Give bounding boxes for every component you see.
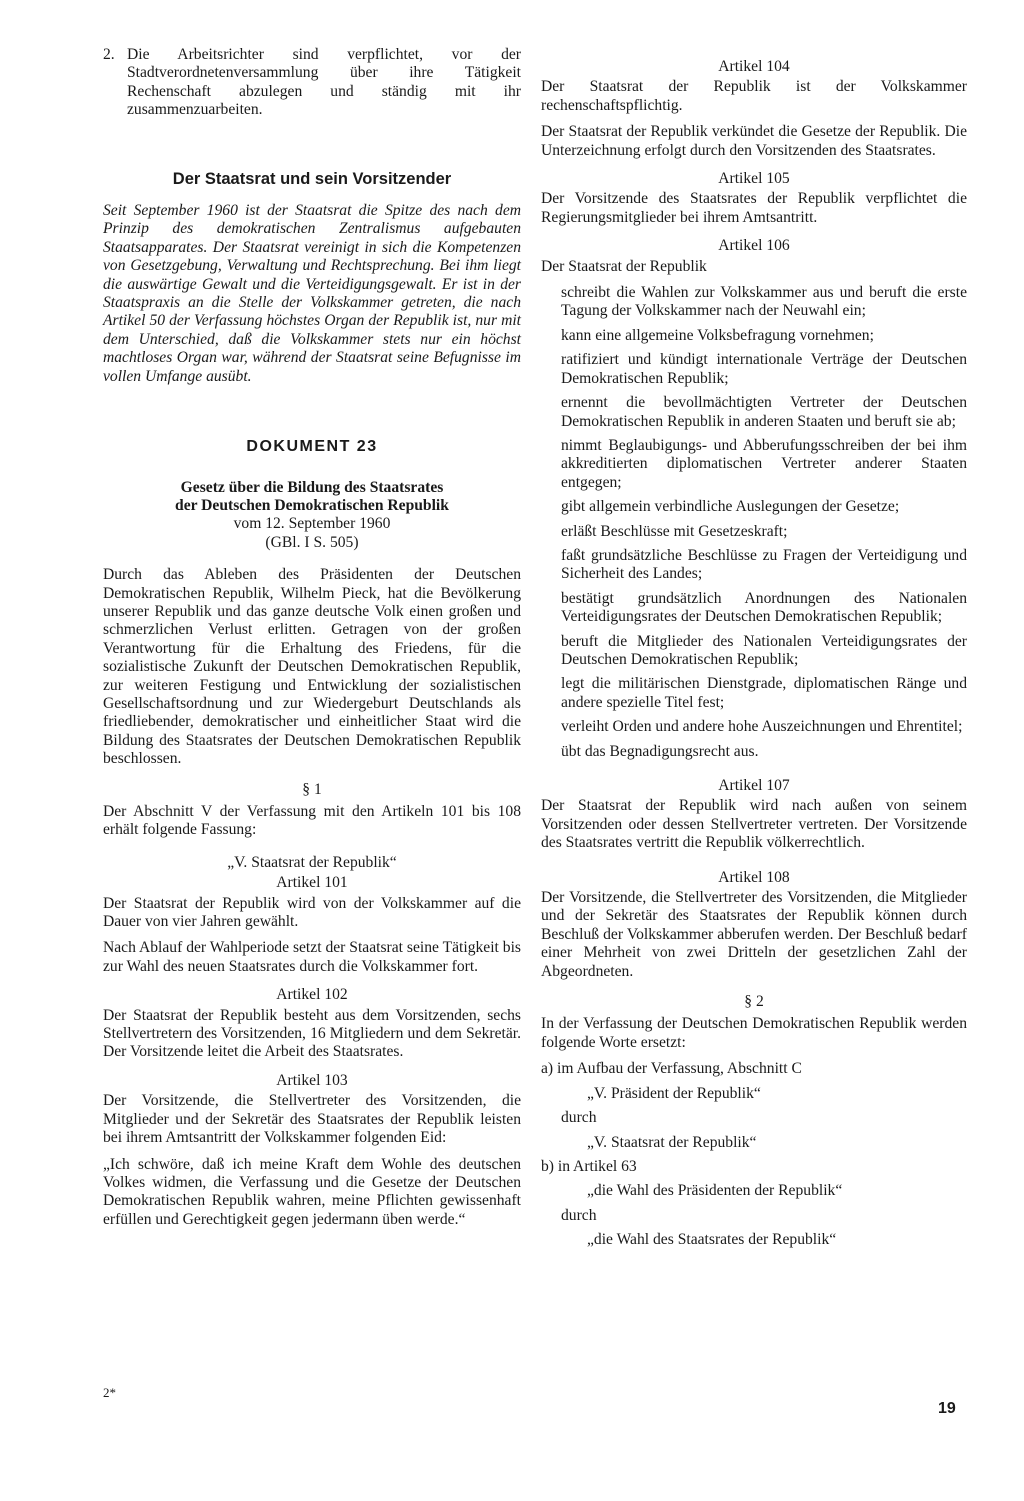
list-item: verleiht Orden und andere hohe Auszeichnungen und Ehrentitel; <box>561 718 963 736</box>
article-101-paragraph: Nach Ablauf der Wahlperiode setzt der Staatsrat seine Tätigkeit bis zur Wahl des neuen Staatsrates durch die Volkskammer fort. <box>103 939 521 975</box>
list-item: übt das Begnadigungsrecht aus. <box>561 742 759 760</box>
subsection-a-label: a) im Aufbau der Verfassung, Abschnitt C <box>541 1060 802 1078</box>
section-heading: Der Staatsrat und sein Vorsitzender <box>172 169 452 188</box>
article-103-paragraph: Der Vorsitzende, die Stellvertreter des Vorsitzenden, die Mitglieder und der Sekretär des Staatsrates der Republik leisten bei ihrem Amtsantritt der Volkskammer folgenden Eid: <box>103 1092 521 1147</box>
intro-paragraph: Seit September 1960 ist der Staatsrat die Spitze des nach dem Prinzip des demokratischen Zentralismus aufgebauten Staatsapparates. Der Staatsrat vereinigt in sich die Kompetenzen von Gesetzgebung, Verwaltung und Rechtsprechung. Bei ihm liegt die auswärtige Gewalt und die Verteidigungsgewalt. Er ist in der Staatspraxis an die Stelle der Volkskammer getreten, die nach Artikel 50 der Verfassung höchstes Organ der Republik ist, nur mit dem Unterschied, daß die Volkskammer stets nur ein höchst machtloses Organ war, während der Staatsrat seine Befugnisse im vollen Umfange ausübt. <box>103 202 521 385</box>
list-item: faßt grundsätzliche Beschlüsse zu Fragen der Verteidigung und Sicherheit des Landes; <box>561 546 967 583</box>
list-item: ernennt die bevollmächtigten Vertreter der Deutschen Demokratischen Republik in anderen Staaten und beruft sie ab; <box>561 394 967 430</box>
subsection-b-new-text: „die Wahl des Staatsrates der Republik“ <box>587 1231 837 1249</box>
paragraph-1-sign: § 1 <box>302 780 322 798</box>
document-heading: DOKUMENT 23 <box>246 438 378 456</box>
list-item: beruft die Mitglieder des Nationalen Verteidigungsrates der Deutschen Demokratischen Republik; <box>561 632 967 668</box>
article-107-heading: Artikel 107 <box>718 777 790 794</box>
subsection-b-old-text: „die Wahl des Präsidenten der Republik“ <box>587 1182 843 1200</box>
paragraph-2-sign: § 2 <box>744 993 764 1011</box>
page-number: 19 <box>938 1400 956 1417</box>
right-column <box>541 58 967 1256</box>
numbered-item <box>103 46 521 120</box>
subsection-a-durch: durch <box>561 1109 597 1127</box>
article-104-heading: Artikel 104 <box>718 58 790 75</box>
article-106-lead: Der Staatsrat der Republik <box>541 257 707 275</box>
article-105-paragraph: Der Vorsitzende des Staatsrates der Republik verpflichtet die Regierungsmitglieder bei ihrem Amtsantritt. <box>541 190 967 226</box>
article-103-heading: Artikel 103 <box>276 1071 348 1089</box>
article-101-paragraph: Der Staatsrat der Republik wird von der Volkskammer auf die Dauer von vier Jahren gewählt. <box>103 894 521 931</box>
left-column <box>103 46 521 1237</box>
list-item: nimmt Beglaubigungs- und Abberufungsschreiben der bei ihm akkreditierten diplomatischen Vertreter anderer Staaten entgegen; <box>561 436 967 491</box>
list-item: legt die militärischen Dienstgrade, diplomatischen Ränge und andere spezielle Titel fest; <box>561 675 967 711</box>
list-item: ratifiziert und kündigt internationale Verträge der Deutschen Demokratischen Republik; <box>561 351 967 387</box>
law-title-line-2: der Deutschen Demokratischen Republik <box>175 496 449 514</box>
article-102-paragraph: Der Staatsrat der Republik besteht aus dem Vorsitzenden, sechs Stellvertretern des Vorsitzenden, 16 Mitgliedern und dem Sekretär. Der Vorsitzende leitet die Arbeit des Staatsrates. <box>103 1006 521 1061</box>
article-105-heading: Artikel 105 <box>718 170 790 188</box>
paragraph-2-text: In der Verfassung der Deutschen Demokratischen Republik werden folgende Worte ersetzt: <box>541 1015 967 1051</box>
law-title-line-1: Gesetz über die Bildung des Staatsrates <box>180 478 444 496</box>
subsection-a-old-text: „V. Präsident der Republik“ <box>587 1084 761 1102</box>
subsection-a-new-text: „V. Staatsrat der Republik“ <box>587 1133 757 1151</box>
subsection-b-durch: durch <box>561 1206 597 1224</box>
item-text: Die Arbeitsrichter sind verpflichtet, vor der Stadtverordnetenversammlung über ihre Tätigkeit Rechenschaft abzulegen und ständig mit ihr zusammenzuarbeiten. <box>127 46 521 119</box>
section-v-title: „V. Staatsrat der Republik“ <box>227 853 397 871</box>
list-item: erläßt Beschlüsse mit Gesetzeskraft; <box>561 522 788 540</box>
list-item: schreibt die Wahlen zur Volkskammer aus und beruft die erste Tagung der Volkskammer nach der Neuwahl ein; <box>561 284 967 320</box>
article-103-oath: „Ich schwöre, daß ich meine Kraft dem Wohle des deutschen Volkes widmen, die Verfassung und die Gesetze der Deutschen Demokratischen Republik wahren, meine Pflichten gewissenhaft erfüllen und Gerechtigkeit gegen jedermann üben werde.“ <box>103 1155 521 1228</box>
article-104-paragraph: Der Staatsrat der Republik verkündet die Gesetze der Republik. Die Unterzeichnung erfolgt durch den Vorsitzenden des Staatsrates. <box>541 123 967 159</box>
article-106-list <box>541 284 967 761</box>
article-102-heading: Artikel 102 <box>276 986 348 1004</box>
article-101-heading: Artikel 101 <box>276 874 348 892</box>
article-106-heading: Artikel 106 <box>718 237 790 255</box>
list-item: bestätigt grundsätzlich Anordnungen des Nationalen Verteidigungsrates der Deutschen Demokratischen Republik; <box>561 589 967 626</box>
law-reference: (GBl. I S. 505) <box>265 533 359 551</box>
article-107-paragraph: Der Staatsrat der Republik wird nach außen von seinem Vorsitzenden oder dessen Stellvertreter vertreten. Der Vorsitzende des Staatsrates vertritt die Republik völkerrechtlich. <box>541 797 967 852</box>
article-108-paragraph: Der Vorsitzende, die Stellvertreter des Vorsitzenden, die Mitglieder und der Sekretär des Staatsrates der Republik können durch Beschluß der Volkskammer abberufen werden. Der Beschluß bedarf einer Mehrheit von zwei Dritteln der gesetzlichen Zahl der Abgeordneten. <box>541 889 967 980</box>
item-number: 2. <box>103 46 115 63</box>
subsection-b-label: b) in Artikel 63 <box>541 1157 637 1175</box>
paragraph-1-text: Der Abschnitt V der Verfassung mit den Artikeln 101 bis 108 erhält folgende Fassung: <box>103 803 521 839</box>
law-date: vom 12. September 1960 <box>233 515 391 533</box>
signature-mark: 2* <box>103 1385 116 1400</box>
preamble-paragraph: Durch das Ableben des Präsidenten der Deutschen Demokratischen Republik, Wilhelm Pieck, hat die Bevölkerung unserer Republik und das ganze deutsche Volk einen großen und schmerzlichen Verlust erlitten. Getragen von der großen Verantwortung für die Erhaltung des Friedens, für die sozialistische Zukunft der Deutschen Demokratischen Republik, zur weiteren Festigung und Entwicklung der sozialistischen Gesellschaftsordnung und zur Wiedergeburt Deutschlands als friedliebender, demokratischer und einheitlicher Staat wird die Bildung des Staatsrates der Deutschen Demokratischen Republik beschlossen. <box>103 566 521 768</box>
list-item: kann eine allgemeine Volksbefragung vornehmen; <box>561 326 874 344</box>
article-108-heading: Artikel 108 <box>718 868 790 886</box>
article-104-paragraph: Der Staatsrat der Republik ist der Volkskammer rechenschaftspflichtig. <box>541 78 967 114</box>
list-item: gibt allgemein verbindliche Auslegungen der Gesetze; <box>561 498 900 516</box>
